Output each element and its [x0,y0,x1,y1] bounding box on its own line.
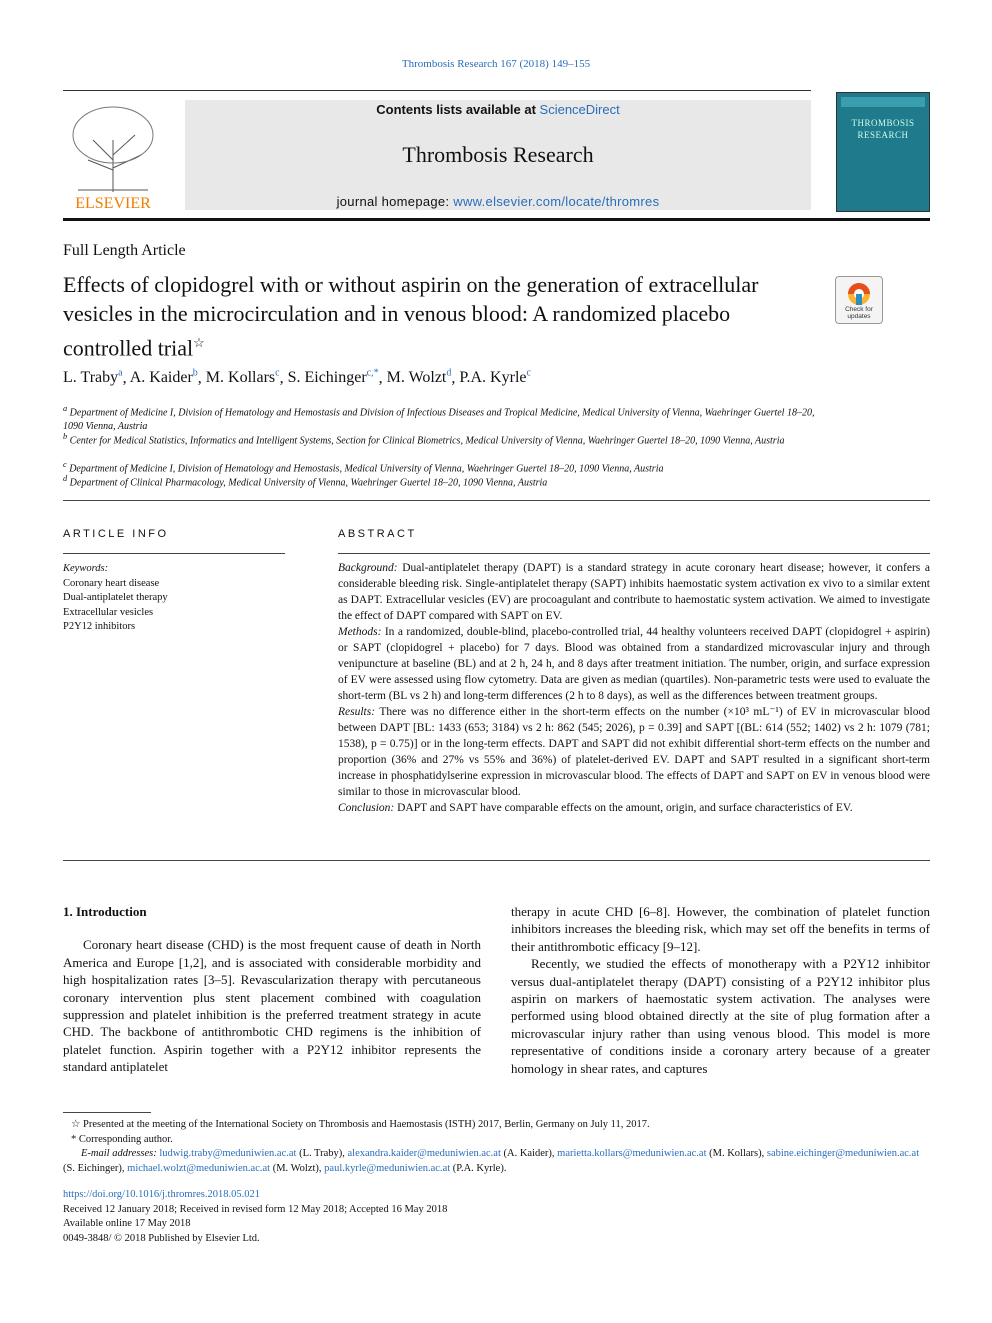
publication-info [63,1188,663,1246]
affiliation-rule [63,500,930,501]
body-paragraph: Recently, we studied the effects of monotherapy with a P2Y12 inhibitor versus dual-antiplatelet therapy (DAPT) consisting of a P2Y12 inhibitor plus aspirin on markers of haemostatic system activation. The analyses were performed using blood obtained directly at the site of plug formation after a microvascular injury rather than using venous blood. This model is more representative of conditions inside a coronary artery because of a greater homology in shear rates, and captures [511,956,930,1076]
available-online: Available online 17 May 2018 [63,1218,191,1229]
abstract-rule [338,553,930,554]
author[interactable]: M. Wolzt$^d$ [386,368,452,387]
author[interactable]: A. Kaider$^b$ [129,368,198,387]
body-right-column [511,903,930,1077]
article-info-rule [63,553,285,554]
email-link[interactable]: alexandra.kaider@meduniwien.ac.at [347,1148,501,1159]
email-link[interactable]: sabine.eichinger@meduniwien.ac.at [766,1148,920,1159]
footnote-corresponding: * Corresponding author. [71,1133,173,1145]
body-paragraph: Coronary heart disease (CHD) is the most frequent cause of death in North America and Europe [1,2], and is associated with considerable morbidity and high hospitalization rates [3–5]. Revascularization therapy with percutaneous coronary intervention plus stent placement combined with coagulation suppression and platelet inhibition is the preferred treatment strategy in acute CHD. The backbone of antithrombotic CHD regimens is the inhibition of platelet function. Aspirin together with a P2Y12 inhibitor represents the standard antiplatelet [63,937,481,1075]
article-title: Effects of clopidogrel with or without aspirin on the generation of extracellular vesicles in the microcirculation and in venous blood: A randomized placebo controlled trial☆ [63,272,759,361]
cover-topbar [841,97,925,107]
email-link[interactable]: ludwig.traby@meduniwien.ac.at [159,1148,297,1159]
journal-name: Thrombosis Research [402,142,594,167]
affiliation: $^c$ Department of Medicine I, Division of Hematology and Hemostasis, Medical University of Vienna, Waehringer Guertel 18–20, 1090 Vienna, Austria [63,460,664,475]
article-type: Full Length Article [63,242,186,259]
keywords-label: Keywords: [63,563,109,574]
keyword: P2Y12 inhibitors [63,621,136,632]
cover-title: THROMBOSIS RESEARCH [851,118,915,140]
elsevier-wordmark: ELSEVIER [75,195,151,212]
abstract-body [338,560,930,816]
email-link[interactable]: paul.kyrle@meduniwien.ac.at [324,1162,451,1174]
journal-cover-image[interactable] [836,92,930,212]
affiliation: $^b$ Center for Medical Statistics, Informatics and Intelligent Systems, Section for Clinical Biometrics, Medical University of Vienna, Waehringer Guertel 18–20, 1090 Vienna, Austria [63,432,785,447]
body-left-column [63,903,481,1076]
copyright: 0049-3848/ © 2018 Published by Elsevier Ltd. [63,1232,260,1244]
doi-link[interactable]: https://doi.org/10.1016/j.thromres.2018.05.021 [63,1189,260,1200]
email-link[interactable]: michael.wolzt@meduniwien.ac.at [127,1162,271,1174]
author[interactable]: S. Eichinger$^{c,*}$ [287,368,379,387]
elsevier-logo[interactable] [63,100,163,212]
journal-homepage: journal homepage: www.elsevier.com/locate/thromres [336,194,660,209]
abstract-methods: Methods: In a randomized, double-blind, placebo-controlled trial, 44 healthy volunteers received DAPT (clopidogrel + aspirin) or SAPT (clopidogrel + placebo) for 7 days. Blood was obtained from a standardized microvascular injury and through venipuncture at baseline (BL) and at 2 h, 24 h, and 8 days after treatment initiation. The number, origin, and surface expression of EV were assessed using flow cytometry. Data are given as median (quartiles). Non-parametric tests were used to evaluate the short-term (BL vs 2 h) and long-term differences (2 h to 8 days), as well as the differences between treatment groups. [338,626,930,702]
keyword: Extracellular vesicles [63,606,154,618]
homepage-link[interactable]: www.elsevier.com/locate/thromres [453,194,660,209]
received-dates: Received 12 January 2018; Received in revised form 12 May 2018; Accepted 16 May 2018 [63,1203,448,1215]
abstract-heading: ABSTRACT [338,528,417,540]
affiliation: $^d$ Department of Clinical Pharmacology, Medical University of Vienna, Waehringer Guertel 18–20, 1090 Vienna, Austria [63,474,548,489]
author[interactable]: L. Traby$^a$ [63,368,123,387]
sciencedirect-link[interactable]: ScienceDirect [539,102,620,117]
journal-citation[interactable]: Thrombosis Research 167 (2018) 149–155 [401,58,591,70]
email-link[interactable]: marietta.kollars@meduniwien.ac.at [557,1148,707,1159]
journal-masthead [185,100,811,210]
footnote-presented: ☆ Presented at the meeting of the International Society on Thrombosis and Haemostasis (ISTH) 2017, Berlin, Germany on July 11, 2017. [71,1119,650,1130]
header-rule [63,90,811,91]
abstract-end-rule [63,860,930,861]
author-list: L. Traby$^a$, A. Kaider$^b$, M. Kollars$^c$, S. Eichinger$^{c,*}$, M. Wolzt$^d$, P.A. Kyrle$^c$ [63,368,531,387]
affiliation: $^a$ Department of Medicine I, Division of Hematology and Hemostasis and Division of Infectious Diseases and Tropical Medicine, Medical University of Vienna, Waehringer Guertel 18–20, 1090 Vienna, Austria [63,404,815,433]
body-paragraph: therapy in acute CHD [6–8]. However, the combination of platelet function inhibitors increases the bleeding risk, which may set off the benefits in terms of their antithrombotic efficacy [9–12]. [511,904,930,954]
masthead-rule [63,218,930,221]
keyword: Coronary heart disease [63,577,160,589]
footnote-rule [63,1112,151,1113]
abstract-results: Results: There was no difference either in the short-term effects on the number (×10³ mL⁻¹) of EV in microvascular blood between DAPT [BL: 1433 (653; 3184) vs 2 h: 862 (545; 2026), p = 0.39] and SAPT [(BL: 614 (552; 1402) vs 2 h: 1079 (781; 1538), p = 0.75)] or in the long-term effects. DAPT and SAPT did not exhibit differential short-term effects on the number and proportion (36% and 27% vs 55% and 36%) of platelet-derived EV. DAPT and SAPT resulted in a significant short-term increase in phosphatidylserine expression in microvascular blood. The effects of DAPT and SAPT on EV in venous blood were similar to those in microvascular blood. [338,706,930,798]
keyword: Dual-antiplatelet therapy [63,592,168,603]
author[interactable]: P.A. Kyrle$^c$ [459,368,531,387]
section-heading: 1. Introduction [63,904,147,919]
abstract-conclusion: Conclusion: DAPT and SAPT have comparable effects on the amount, origin, and surface characteristics of EV. [338,802,853,814]
footnote-emails: E-mail addresses: ludwig.traby@meduniwien.ac.at (L. Traby), alexandra.kaider@meduniwien.ac.at (A. Kaider), marietta.kollars@meduniwien.ac.at (M. Kollars), sabine.eichinger@meduniwien.ac.at (S. Eichinger), michael.wolzt@meduniwien.ac.at (M. Wolzt), paul.kyrle@meduniwien.ac.at (P.A. Kyrle). [63,1148,920,1174]
footnotes [63,1118,930,1176]
crossmark-button[interactable] [835,276,883,324]
title-footnote-mark[interactable]: ☆ [193,335,205,350]
abstract-background: Background: Dual-antiplatelet therapy (DAPT) is a standard strategy in acute coronary heart disease; however, it confers a considerable bleeding risk. Single-antiplatelet therapy (SAPT) inhibits haemostatic system activation ex vivo to a similar extent as DAPT. Extracellular vesicles (EV) are procoagulant and contribute to haemostatic system activation. We aimed to investigate the effect of DAPT compared with SAPT on EV. [338,562,930,622]
author[interactable]: M. Kollars$^c$ [205,368,280,387]
keywords-block [63,562,293,635]
contents-line: Contents lists available at ScienceDirect [376,102,620,117]
article-info-heading: ARTICLE INFO [63,528,169,540]
crossmark-label: Check for updates [845,306,873,320]
